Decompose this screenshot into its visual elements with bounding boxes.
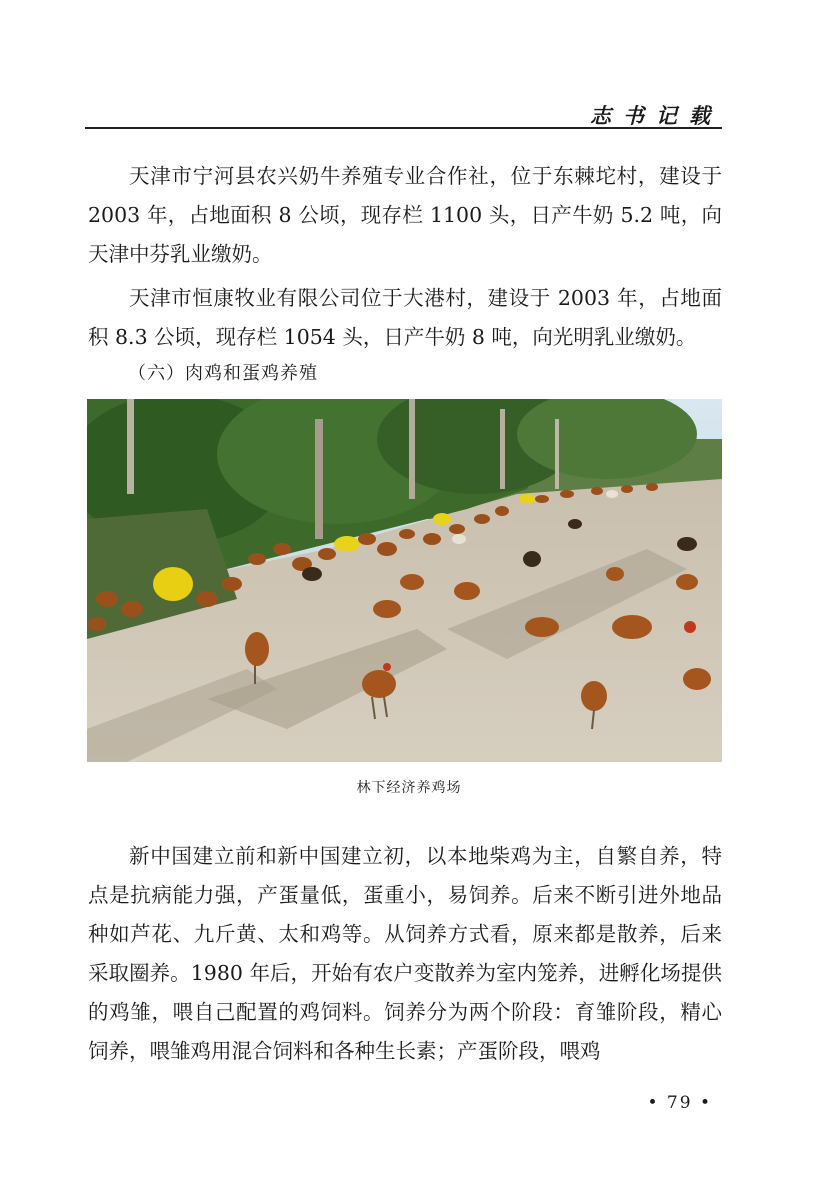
header-rule — [85, 127, 722, 129]
section-heading: （六）肉鸡和蛋鸡养殖 — [128, 363, 318, 384]
section-title: 志书记载 — [590, 104, 722, 128]
chicken-farm-photo — [87, 399, 722, 762]
paragraph-chicken-history: 新中国建立前和新中国建立初，以本地柴鸡为主，自繁自养，特点是抗病能力强，产蛋量低，蛋重小，易饲养。后来不断引进外地品种如芦花、九斤黄、太和鸡等。从饲养方式看，原来都是散养，后来采取圈养。1980 年后，开始有农户变散养为室内笼养，进孵化场提供的鸡雏，喂自己配置的鸡饲料。饲养分为两个阶段：育雏阶段，精心饲养，喂雏鸡用混合饲料和各种生长素；产蛋阶段，喂鸡 — [88, 844, 722, 1063]
paragraph-hengkang-farm: 天津市恒康牧业有限公司位于大港村，建设于 2003 年，占地面积 8.3 公顷，现存栏 1054 头，日产牛奶 8 吨，向光明乳业缴奶。 — [88, 286, 722, 349]
figure-caption: 林下经济养鸡场 — [356, 780, 462, 796]
paragraph-dairy-coop: 天津市宁河县农兴奶牛养殖专业合作社，位于东棘坨村，建设于 2003 年，占地面积 8 公顷，现存栏 1100 头，日产牛奶 5.2 吨，向天津中芬乳业缴奶。 — [88, 164, 722, 266]
page-number: • 79 • — [647, 1093, 712, 1113]
